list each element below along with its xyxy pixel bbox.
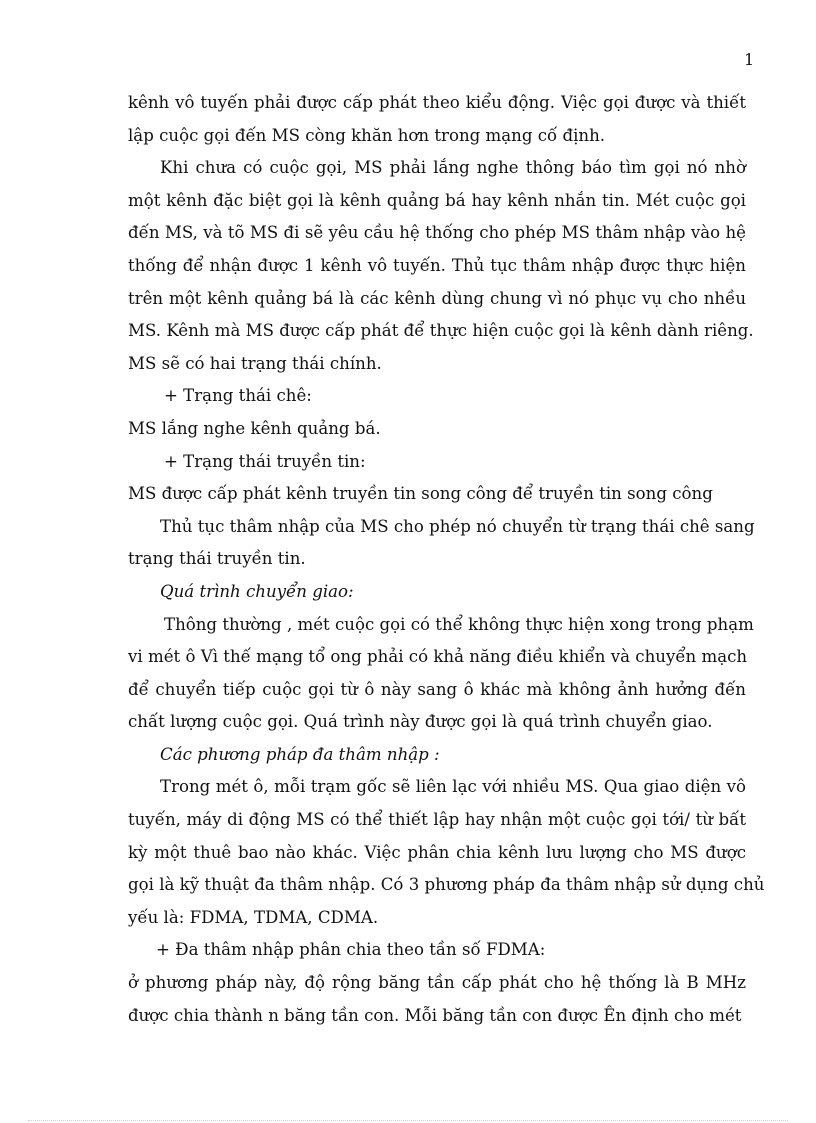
text-line: + Trạng thái chê:: [164, 386, 312, 406]
text-line: kỳ một thuê bao nào khác. Việc phân chia kênh lưu lượng cho MS được: [128, 842, 746, 862]
text-line: một kênh đặc biệt gọi là kênh quảng bá hay kênh nhắn tin. Mét cuộc gọi: [128, 190, 746, 210]
text-line: Khi chưa có cuộc gọi, MS phải lắng nghe thông báo tìm gọi nó nhờ: [160, 158, 746, 178]
text-line: ở phương pháp này, độ rộng băng tần cấp phát cho hệ thống là B MHz: [128, 973, 746, 993]
text-line: tuyến, máy di động MS có thể thiết lập hay nhận một cuộc gọi tới/ từ bất: [128, 810, 746, 830]
text-line: đến MS, và tõ MS đi sẽ yêu cầu hệ thống cho phép MS thâm nhập vào hệ: [128, 223, 746, 243]
section-heading: Các phương pháp đa thâm nhập :: [160, 744, 440, 764]
text-line: MS lắng nghe kênh quảng bá.: [128, 418, 381, 438]
text-line: kênh vô tuyến phải được cấp phát theo kiểu động. Việc gọi được và thiết: [128, 93, 746, 112]
text-line: vi mét ô Vì thế mạng tổ ong phải có khả năng điều khiển và chuyển mạch: [128, 647, 748, 667]
text-line: trạng thái truyền tin.: [128, 549, 306, 569]
text-line: MS sẽ có hai trạng thái chính.: [128, 353, 382, 373]
text-line: + Đa thâm nhập phân chia theo tần số FDMA:: [156, 940, 546, 960]
text-line: để chuyển tiếp cuộc gọi từ ô này sang ô khác mà không ảnh hưởng đến: [128, 679, 746, 699]
text-line: gọi là kỹ thuật đa thâm nhập. Có 3 phương pháp đa thâm nhập sử dụng chủ: [128, 875, 765, 895]
page-number: 1: [744, 50, 755, 69]
text-line: Thủ tục thâm nhập của MS cho phép nó chuyển từ trạng thái chê sang: [160, 516, 755, 536]
text-line: yếu là: FDMA, TDMA, CDMA.: [128, 907, 379, 927]
text-line: Thông thường , mét cuộc gọi có thể không thực hiện xong trong phạm: [164, 614, 754, 634]
page-bottom-divider: [28, 1120, 788, 1121]
section-heading: Quá trình chuyển giao:: [160, 581, 354, 601]
text-line: lập cuộc gọi đến MS còng khăn hơn trong mạng cố định.: [128, 125, 606, 145]
text-line: trên một kênh quảng bá là các kênh dùng chung vì nó phục vụ cho nhều: [128, 288, 746, 308]
text-line: Trong mét ô, mỗi trạm gốc sẽ liên lạc với nhiều MS. Qua giao diện vô: [160, 777, 746, 797]
text-line: MS. Kênh mà MS được cấp phát để thực hiện cuộc gọi là kênh dành riêng.: [128, 321, 754, 341]
text-line: thống để nhận được 1 kênh vô tuyến. Thủ tục thâm nhập được thực hiện: [128, 255, 746, 275]
document-body: [128, 87, 765, 1032]
text-line: được chia thành n băng tần con. Mỗi băng tần con được Ên định cho mét: [128, 1005, 742, 1025]
text-line: MS được cấp phát kênh truyền tin song công để truyền tin song công: [128, 484, 713, 504]
text-line: + Trạng thái truyền tin:: [164, 451, 366, 471]
text-line: chất lượng cuộc gọi. Quá trình này được gọi là quá trình chuyển giao.: [128, 712, 713, 732]
